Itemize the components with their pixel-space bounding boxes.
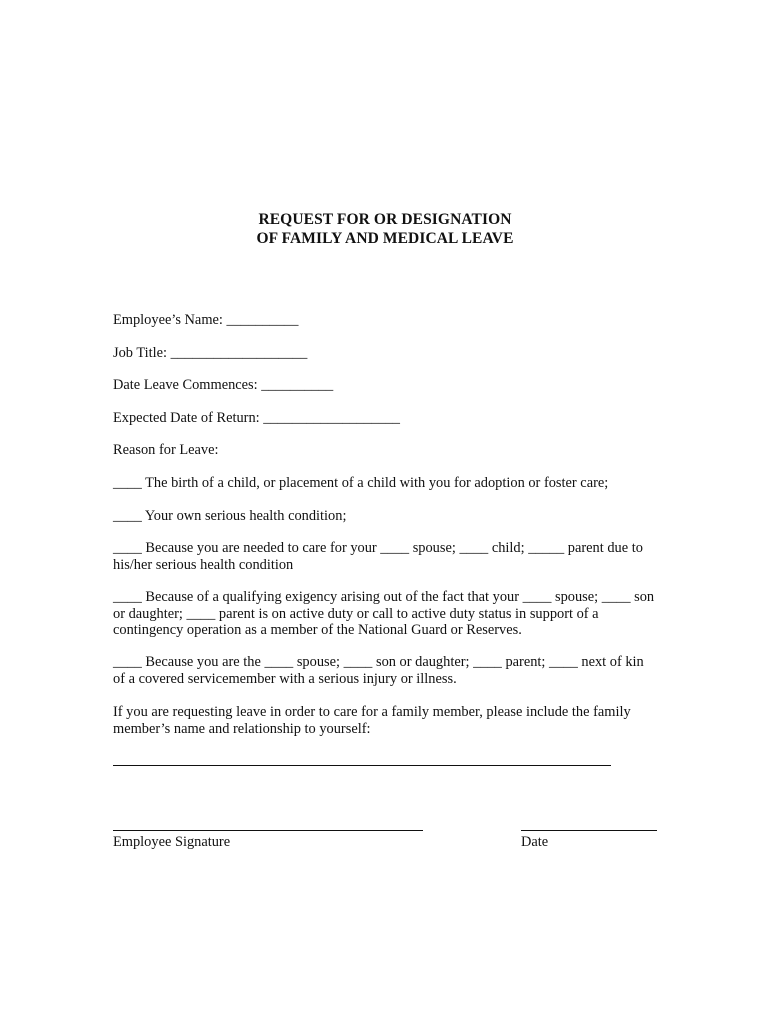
family-member-instruction: If you are requesting leave in order to care for a family member, please include the family member’s name and relationship to yourself: bbox=[113, 704, 631, 737]
expected-return-date-field: Expected Date of Return: ___________________ bbox=[113, 410, 400, 426]
reason-covered-servicemember: ____ Because you are the ____ spouse; ____ son or daughter; ____ parent; ____ next of kin of a covered servicemember with a serious injury or illness. bbox=[113, 654, 644, 687]
date-leave-commences-field: Date Leave Commences: __________ bbox=[113, 377, 334, 393]
reason-birth-placement: ____ The birth of a child, or placement of a child with you for adoption or foster care; bbox=[113, 475, 609, 491]
form-title-line-2: OF FAMILY AND MEDICAL LEAVE bbox=[256, 230, 514, 247]
reason-for-leave-heading: Reason for Leave: bbox=[113, 442, 219, 458]
reason-qualifying-exigency: ____ Because of a qualifying exigency arising out of the fact that your ____ spouse; ____ son or daughter; ____ parent is on active duty or call to active duty status in support of a contingency operation as a member of the National Guard or Reserves. bbox=[113, 589, 655, 638]
family-member-answer-line bbox=[113, 765, 611, 766]
employee-signature-label: Employee Signature bbox=[113, 834, 231, 850]
reason-care-family-member: ____ Because you are needed to care for your ____ spouse; ____ child; _____ parent due to his/her serious health condition bbox=[113, 540, 643, 573]
job-title-field: Job Title: ___________________ bbox=[113, 345, 308, 361]
reason-own-health: ____ Your own serious health condition; bbox=[113, 508, 347, 524]
date-label: Date bbox=[521, 834, 549, 850]
employee-name-field: Employee’s Name: __________ bbox=[113, 312, 299, 328]
date-line bbox=[521, 830, 657, 831]
signature-line bbox=[113, 830, 423, 831]
form-title-line-1: REQUEST FOR OR DESIGNATION bbox=[258, 211, 512, 228]
